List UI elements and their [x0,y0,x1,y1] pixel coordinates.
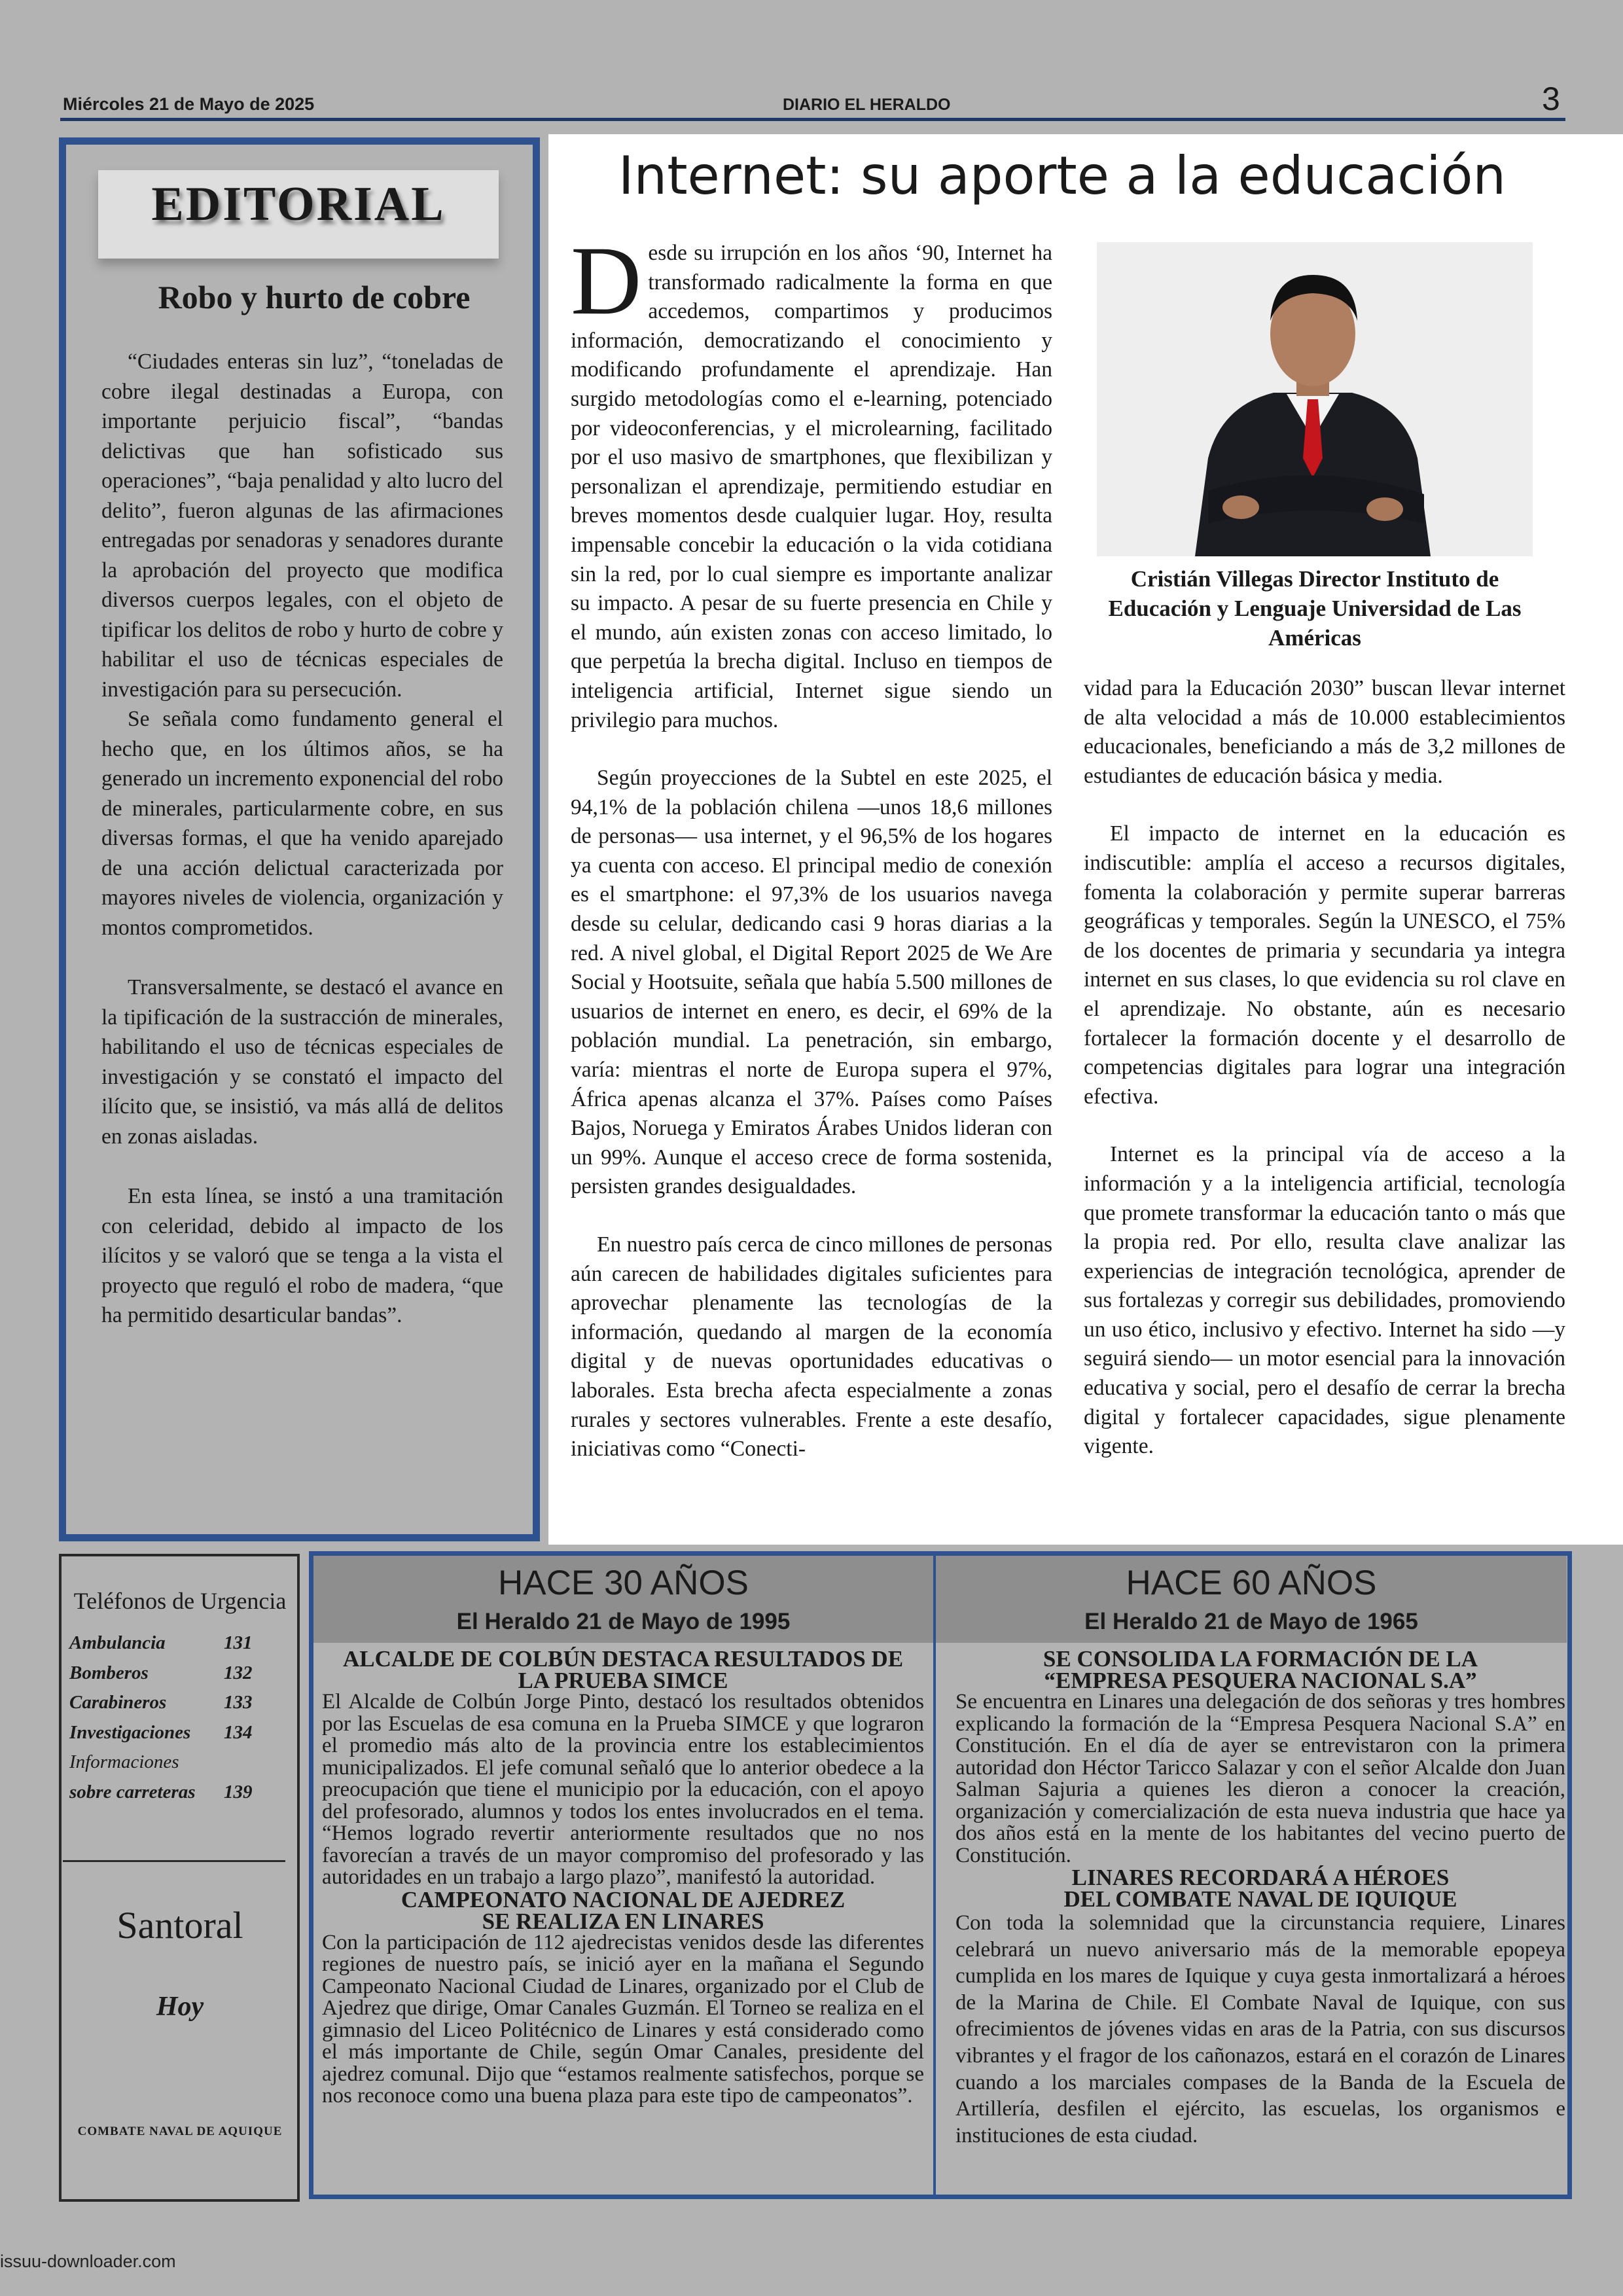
urgencia-item: Informaciones [69,1751,179,1772]
article-title: Internet: su aporte a la educación [618,145,1507,206]
photo-caption: Cristián Villegas Director Instituto de Educación y Lenguaje Universidad de Las Américas [1108,566,1522,651]
urgencia-item: Investigaciones 134 [69,1721,253,1743]
hace60-content [955,1648,1565,2149]
hace60-headline: LINARES RECORDARÁ A HÉROES DEL COMBATE NAVAL DE IQUIQUE [1063,1865,1457,1912]
hace30-body: El Alcalde de Colbún Jorge Pinto, destacó los resultados obtenidos por las Escuelas de esa comuna en la Prueba SIMCE y que lograron el promedio más alto de la provincia entre los establecimientos municipalizados. El jefe comunal señaló que lo anterior obedece a la preocupación que tiene el municipio por la educación, con el apoyo del profesorado, alumnos y todos los entes involucrados en el tema. “Hemos logrado revertir anteriormente resultados que no nos favorecían a través de un mayor compromiso del profesorado y las autoridades en un trabajo a largo plazo”, manifestó la autoridad. [322,1690,924,1889]
urgencia-item: Bomberos 132 [69,1662,253,1683]
article-paragraph: En nuestro país cerca de cinco millones de personas aún carecen de habilidades digitales suficientes para aprovechar plenamente las tecnologías de la información, quedando al margen de la economía digital y de nuevas oportunidades educativas o laborales. Esta brecha afecta especialmente a zonas rurales y sectores vulnerables. Frente a este desafío, iniciativas como “Conecti- [571,1232,1052,1462]
header-rule [60,118,1565,121]
santoral-title: Santoral [116,1904,243,1946]
hace60-body: Se encuentra en Linares una delegación de dos señoras y tres hombres explicando la formación de la “Empresa Pesquera Nacional S.A” en Constitución. En el día de ayer se entrevistaron con la primera autoridad don Héctor Taricco Salazar y con el señor Alcalde don Juan Salman Sajuria a quienes les dieron a conocer la creación, organización y comercialización de esta nueva industria que hace ya dos años está en la mente de los habitantes del vecino puerto de Constitución. [955,1690,1565,1867]
urgencia-title: Teléfonos de Urgencia [73,1588,287,1614]
hace30-headline: ALCALDE DE COLBÚN DESTACA RESULTADOS DE LA PRUEBA SIMCE [342,1646,904,1693]
urgencia-list [69,1628,292,1807]
editorial-label: EDITORIAL [151,177,446,231]
author-portrait-illustration [1097,242,1533,556]
article-first-paragraph: esde su irrupción en los años ‘90, Internet ha transformado radicalmente la forma en que accedemos, compartimos y producimos información, democratizando el conocimiento y modificando profundamente el aprendizaje. Han surgido metodologías como el e-learning, potenciado por videoconferencias, y el microlearning, facilitado por el uso masivo de smartphones, que flexibilizan y personalizan el aprendizaje, permitiendo estudiar en breves momentos desde cualquier lugar. Hoy, resulta impensable concebir la educación o la vida cotidiana sin la red, por lo cual siempre es importante analizar su impacto. A pesar de su fuerte presencia en Chile y el mundo, aún existen zonas con acceso limitado, lo que perpetúa la brecha digital. Incluso en tiempos de inteligencia artificial, Internet sigue siendo un privilegio para muchos. [571,241,1052,732]
urgencia-item: sobre carreteras 139 [69,1781,253,1803]
urgencia-item: Carabineros 133 [69,1692,253,1713]
hace30-body: Con la participación de 112 ajedrecistas venidos desde las diferentes regiones de nuestro país, se inició ayer en la mañana el Segundo Campeonato Nacional Ciudad de Linares, organizado por el Club de Ajedrez que dirige, Omar Canales Guzmán. El Torneo se realiza en el gimnasio del Liceo Politécnico de Linares y está considerado como el más importante de Chile, según Omar Canales, presidente del ajedrez comunal. Dijo que “estamos realmente satisfechos, porque se nos reconoce como una buena plaza para este tipo de campeonatos”. [322,1930,924,2108]
editorial-paragraph: En esta línea, se instó a una tramitación con celeridad, debido al impacto de los ilícitos y se valoró que se tenga a la vista el proyecto que reguló el robo de madera, “que ha permitido desarticular bandas”. [101,1184,503,1327]
hace-divider [933,1555,936,2195]
urgencia-divider [63,1860,285,1862]
article-column-right [1084,674,1565,1462]
editorial-paragraph: Se señala como fundamento general el hecho que, en los últimos años, se ha generado un incremento exponencial del robo de minerales, particularmente cobre, en sus diversas formas, el que ha venido aparejado de una acción delictual caracterizada por mayores niveles de violencia, organización y montos comprometidos. [101,707,503,940]
article-column-left [571,226,1052,1464]
hace60-title: HACE 60 AÑOS [1126,1564,1377,1602]
hace60-headline: SE CONSOLIDA LA FORMACIÓN DE LA “EMPRESA PESQUERA NACIONAL S.A” [1043,1646,1478,1693]
editorial-paragraph: Transversalmente, se destacó el avance en la tipificación de la sustracción de minerales, habilitando el uso de técnicas especiales de investigación y se constató el impacto del ilícito que, se insistió, va más allá de delitos en zonas aisladas. [101,975,503,1149]
editorial-paragraph: “Ciudades enteras sin luz”, “toneladas de cobre ilegal destinadas a Europa, con importante perjuicio fiscal”, “bandas delictivas que han sofisticado sus operaciones”, “baja penalidad y alto lucro del delito”, fueron algunas de las afirmaciones entregadas por senadoras y senadores durante la aprobación del proyecto que modifica diversos cuerpos legales, con el objeto de tipificar los delitos de robo y hurto de cobre y habilitar el uso de técnicas especiales de investigación para su persecución. [101,350,503,702]
drop-cap: D [571,226,642,335]
santoral-today: Hoy [156,1992,204,2022]
editorial-title: Robo y hurto de cobre [158,279,471,315]
urgencia-item: Ambulancia 131 [69,1632,253,1653]
newspaper-name: DIARIO EL HERALDO [783,96,951,114]
hace30-title: HACE 30 AÑOS [498,1564,749,1602]
hace30-headline: CAMPEONATO NACIONAL DE AJEDREZ SE REALIZA EN LINARES [401,1886,846,1934]
author-photo [1097,242,1533,556]
article-paragraph: Internet es la principal vía de acceso a la información y a la inteligencia artificial, tecnología que promete transformar la educación tanto o más que la propia red. Por ello, resulta clave analizar las experiencias de integración tecnológica, aprender de sus fortalezas y corregir sus debilidades, promoviendo un uso ético, inclusivo y efectivo. Internet ha sido —y seguirá siendo— un motor esencial para la innovación educativa y social, pero el desafío de cerrar la brecha digital y fortalecer capacidades, sigue plenamente vigente. [1084,1142,1565,1459]
article-paragraph: El impacto de internet en la educación es indiscutible: amplía el acceso a recursos digitales, fomenta la colaboración y permite superar barreras geográficas y temporales. Según la UNESCO, el 75% de los docentes de primaria y secundaria ya integra internet en sus clases, lo que evidencia su rol clave en el aprendizaje. No obstante, aún es necesario fortalecer la formación docente y el desarrollo de competencias digitales para lograr una integración efectiva. [1084,821,1565,1109]
hace60-subtitle: El Heraldo 21 de Mayo de 1965 [1084,1609,1418,1634]
footer-watermark: issuu-downloader.com [0,2251,176,2271]
hace30-content [322,1648,924,2108]
santoral-saint: COMBATE NAVAL DE AQUIQUE [77,2125,283,2138]
page-number: 3 [1542,81,1560,117]
issue-date: Miércoles 21 de Mayo de 2025 [63,94,315,114]
hace30-subtitle: El Heraldo 21 de Mayo de 1995 [456,1609,791,1634]
article-paragraph: Según proyecciones de la Subtel en este 2025, el 94,1% de la población chilena —unos 18,6 millones de personas— usa internet, y el 96,5% de los hogares ya cuenta con acceso. El principal medio de conexión es el smartphone: el 97,3% de los usuarios navega desde su celular, dedicando casi 9 horas diarias a la red. A nivel global, el Digital Report 2025 de We Are Social y Hootsuite, señala que había 5.500 millones de usuarios de internet en enero, es decir, el 69% de la población mundial. La penetración, sin embargo, varía: mientras el norte de Europa supera el 97%, África apenas alcanza el 37%. Países como Países Bajos, Noruega y Emiratos Árabes Unidos lideran con un 99%. Aunque el acceso crece de forma sostenida, persisten grandes desigualdades. [571,766,1052,1199]
hace60-body: Con toda la solemnidad que la circunstancia requiere, Linares celebrará un nuevo aniversario más de la memorable epopeya cumplida en los mares de Iquique y cuya gesta inmortalizará a héroes de la Marina de Chile. El Combate Naval de Iquique, con sus ofrecimientos de jóvenes vidas en aras de la Patria, con sus discursos vibrantes y el fragor de los cañonazos, estará en el corazón de Linares cuando a los marciales compases de la Banda de la Escuela de Artillería, desfilen el ejército, las escuelas, los organismos e instituciones de esta ciudad. [955,1911,1565,2147]
article-paragraph: vidad para la Educación 2030” buscan llevar internet de alta velocidad a más de 10.000 establecimientos educacionales, beneficiando a más de 3,2 millones de estudiantes de educación básica y media. [1084,676,1565,788]
editorial-body [101,347,503,1331]
